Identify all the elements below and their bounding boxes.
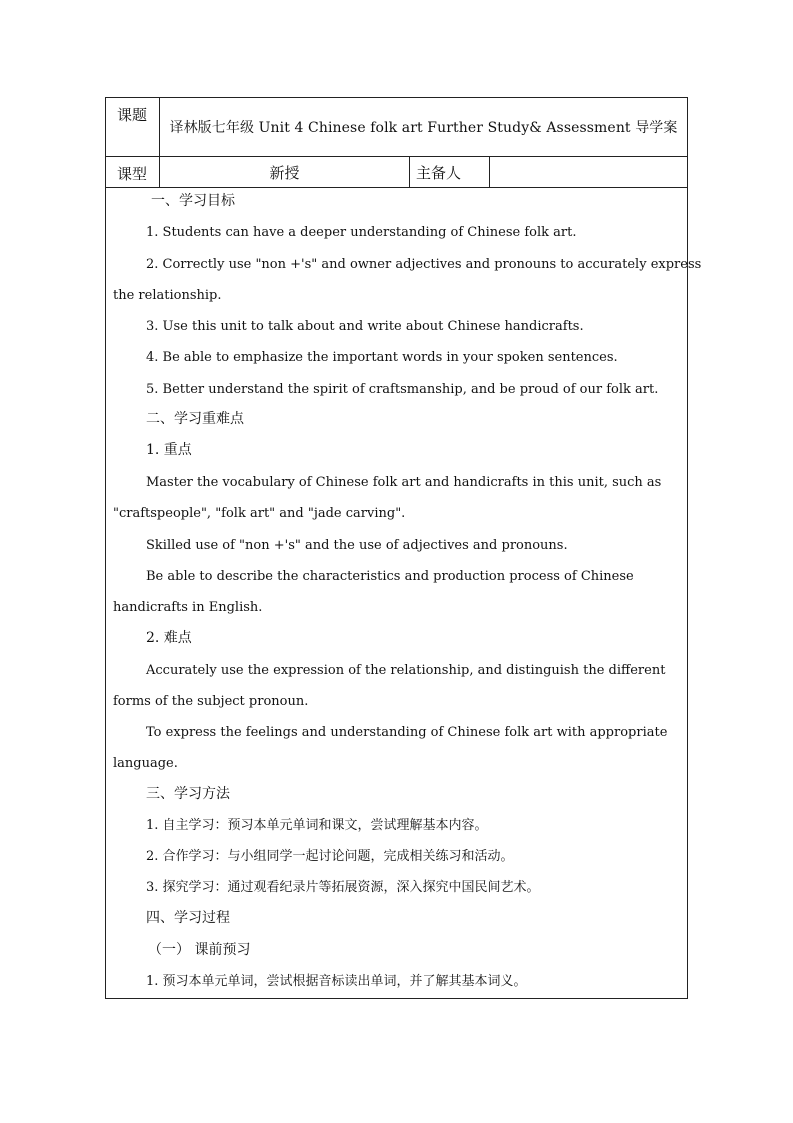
objective-item-2-line-1: 2. Correctly use "non +'s" and owner adjectives and pronouns to accurately express bbox=[146, 257, 702, 272]
lesson-plan-table bbox=[105, 97, 702, 999]
title-label: 课题 bbox=[117, 106, 148, 124]
difficult-points-heading: 2. 难点 bbox=[146, 630, 192, 646]
content-cell bbox=[106, 188, 702, 998]
difficult-point-1-line-2: forms of the subject pronoun. bbox=[113, 694, 309, 709]
preparer-value bbox=[489, 157, 687, 187]
title-row bbox=[106, 98, 687, 157]
type-value: 新授 bbox=[159, 157, 409, 187]
objective-item-2-line-2: the relationship. bbox=[113, 288, 222, 303]
method-item-2: 2. 合作学习：与小组同学一起讨论问题，完成相关练习和活动。 bbox=[146, 849, 514, 864]
section-heading-methods: 三、学习方法 bbox=[146, 786, 230, 802]
difficult-point-1-line-1: Accurately use the expression of the relationship, and distinguish the different bbox=[146, 663, 666, 678]
objective-item-1: 1. Students can have a deeper understanding of Chinese folk art. bbox=[146, 225, 577, 240]
type-row bbox=[106, 157, 687, 188]
method-item-1: 1. 自主学习：预习本单元单词和课文，尝试理解基本内容。 bbox=[146, 818, 488, 833]
key-point-1-line-2: "craftspeople", "folk art" and "jade carving". bbox=[113, 506, 406, 521]
process-item-1: 1. 预习本单元单词，尝试根据音标读出单词，并了解其基本词义。 bbox=[146, 974, 527, 989]
objective-item-3: 3. Use this unit to talk about and write about Chinese handicrafts. bbox=[146, 319, 584, 334]
key-points-heading: 1. 重点 bbox=[146, 442, 192, 458]
objective-item-4: 4. Be able to emphasize the important words in your spoken sentences. bbox=[146, 350, 618, 365]
section-heading-process: 四、学习过程 bbox=[146, 910, 230, 926]
difficult-point-2-line-2: language. bbox=[113, 756, 178, 771]
preparer-label: 主备人 bbox=[409, 157, 489, 187]
key-point-3-line-1: Be able to describe the characteristics and production process of Chinese bbox=[146, 569, 634, 584]
type-label: 课型 bbox=[117, 164, 148, 183]
section-heading-objectives: 一、学习目标 bbox=[151, 193, 235, 209]
difficult-point-2-line-1: To express the feelings and understanding of Chinese folk art with appropriate bbox=[146, 725, 668, 740]
key-point-1-line-1: Master the vocabulary of Chinese folk art and handicrafts in this unit, such as bbox=[146, 475, 662, 490]
section-heading-key-difficult: 二、学习重难点 bbox=[146, 411, 244, 427]
lesson-title: 译林版七年级 Unit 4 Chinese folk art Further Study& Assessment 导学案 bbox=[159, 98, 687, 156]
objective-item-5: 5. Better understand the spirit of craftsmanship, and be proud of our folk art. bbox=[146, 382, 659, 397]
key-point-3-line-2: handicrafts in English. bbox=[113, 600, 263, 615]
method-item-3: 3. 探究学习：通过观看纪录片等拓展资源，深入探究中国民间艺术。 bbox=[146, 880, 540, 895]
key-point-2: Skilled use of "non +'s" and the use of adjectives and pronouns. bbox=[146, 538, 568, 553]
process-subheading-preview: （一） 课前预习 bbox=[148, 942, 251, 958]
